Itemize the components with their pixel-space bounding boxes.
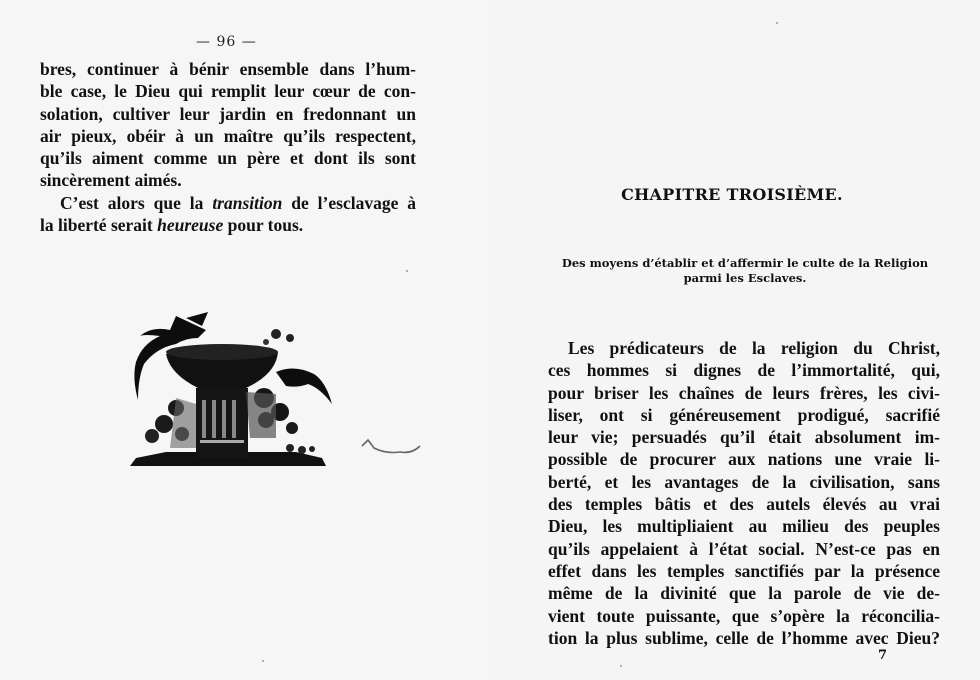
ink-squiggle-icon xyxy=(360,436,422,460)
page-number: — 96 — xyxy=(196,34,257,50)
text-line: ces hommes si dignes de l’immortalité, qui, xyxy=(548,360,940,381)
text-line: berté, et les avantages de la civilisation, sans xyxy=(548,471,940,492)
ink-speck xyxy=(406,270,408,272)
text-line: des temples bâtis et des autels élevés au vrai xyxy=(548,494,940,515)
text-line: tion la plus sublime, celle de l’homme avec Dieu? xyxy=(548,627,940,648)
text-line: même de la divinité que la parole de vie de- xyxy=(548,583,940,604)
subtitle-line: parmi les Esclaves. xyxy=(683,271,807,285)
text-run: pour tous. xyxy=(223,215,304,236)
text-line: pour briser les chaînes de leurs frères, les civi- xyxy=(548,382,940,403)
text-line xyxy=(40,214,416,236)
chapter-title: CHAPITRE TROISIÈME. xyxy=(621,185,843,204)
right-page-text xyxy=(548,337,940,649)
italic-word: heureuse xyxy=(157,215,224,236)
text-line: possible de procurer aux nations une vraie li- xyxy=(548,449,940,470)
text-run: C’est alors que la xyxy=(60,192,213,213)
chapter-subtitle xyxy=(540,256,950,286)
ink-speck xyxy=(620,665,622,667)
text-line: sincèrement aimés. xyxy=(40,170,182,191)
text-line: qu’ils appelaient à l’état social. N’est-ce pas en xyxy=(548,538,940,559)
text-line: ble case, le Dieu qui remplit leur cœur de con- xyxy=(40,81,416,102)
subtitle-line: Des moyens d’établir et d’affermir le culte de la Religion xyxy=(561,256,929,270)
text-line: liser, ont si généreusement prodigué, sacrifié xyxy=(548,404,940,425)
italic-word: transition xyxy=(212,192,283,213)
signature-mark: 7 xyxy=(878,648,888,663)
text-run: de l’esclavage à xyxy=(282,192,416,213)
text-line: leur vie; persuadés qu’il était absolument im- xyxy=(548,427,940,448)
fountain-birds-vignette-icon xyxy=(126,308,336,476)
left-page-text xyxy=(40,58,416,236)
ink-speck xyxy=(776,22,778,24)
text-line: Dieu, les multipliaient au milieu des peuples xyxy=(548,516,940,537)
text-line: bres, continuer à bénir ensemble dans l’hum- xyxy=(40,59,416,79)
text-line: Les prédicateurs de la religion du Christ, xyxy=(568,338,940,358)
ink-speck xyxy=(262,660,264,662)
text-line: qu’ils aiment comme un père et dont ils sont xyxy=(40,148,416,169)
text-run: la liberté serait xyxy=(40,215,158,236)
text-line: effet dans les temples sanctifiés par la présence xyxy=(548,560,940,581)
text-line: solation, cultiver leur jardin en fredonnant un xyxy=(40,103,416,124)
text-line xyxy=(40,192,416,214)
text-line: vient toute puissante, que s’opère la réconcilia- xyxy=(548,605,940,626)
text-line: air pieux, obéir à un maître qu’ils respectent, xyxy=(40,125,416,146)
